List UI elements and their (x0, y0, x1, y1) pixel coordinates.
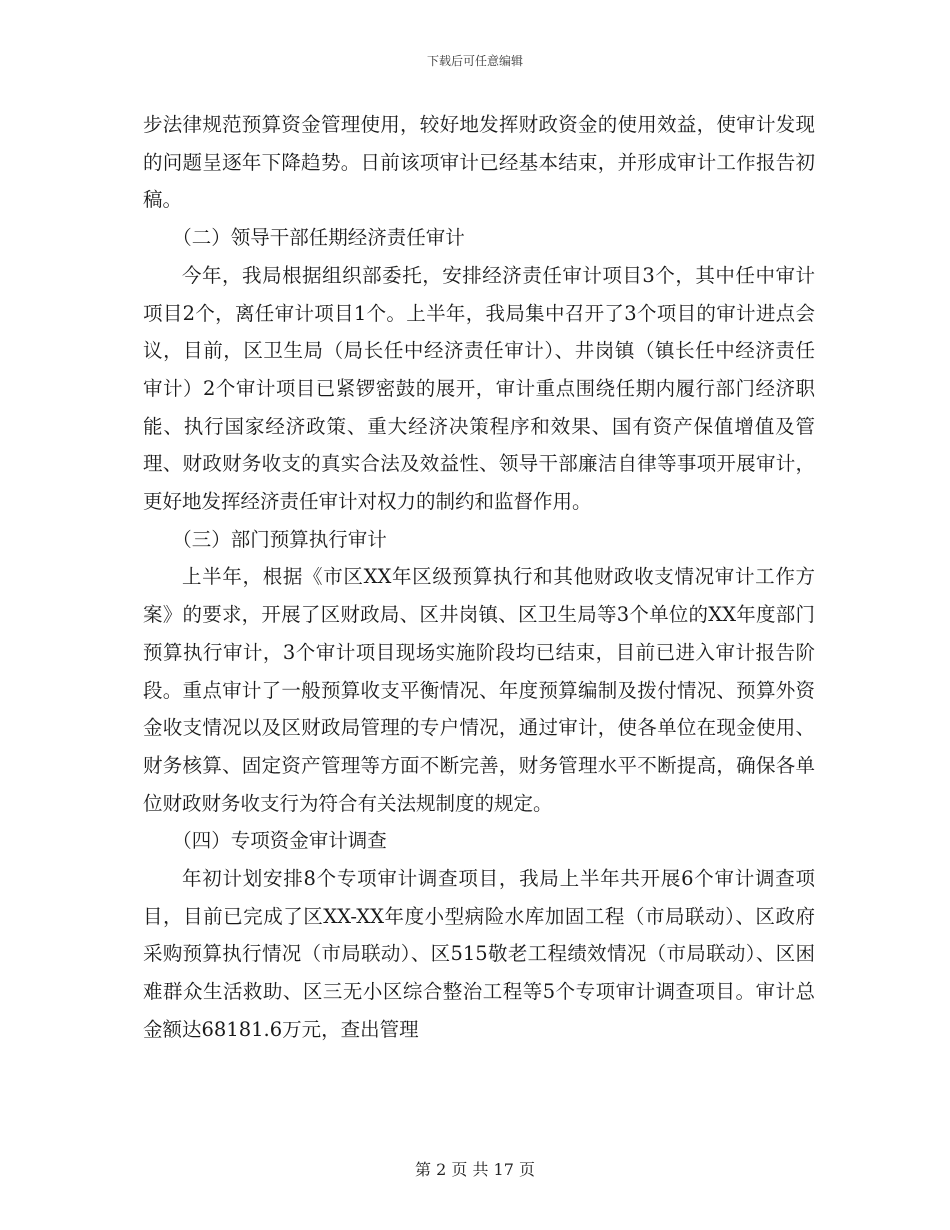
paragraph-economic-responsibility: 今年，我局根据组织部委托，安排经济责任审计项目3个，其中任中审计项目2个，离任审计项目1个。上半年，我局集中召开了3个项目的审计进点会议，目前，区卫生局（局长任中经济责任审计）、井岗镇（镇长任中经济责任审计）2个审计项目已紧锣密鼓的展开，审计重点围绕任期内履行部门经济职能、执行国家经济政策、重大经济决策程序和效果、国有资产保值增值及管理、财政财务收支的真实合法及效益性、领导干部廉洁自律等事项开展审计，更好地发挥经济责任审计对权力的制约和监督作用。 (143, 263, 815, 514)
page-header-note: 下载后可任意编辑 (426, 54, 523, 68)
document-body (143, 106, 815, 1049)
page-footer: 第 2 页 共 17 页 (415, 1160, 535, 1179)
section-heading-2: （二）领导干部任期经济责任审计 (172, 226, 465, 250)
paragraph-special-funds: 年初计划安排8个专项审计调查项目，我局上半年共开展6个审计调查项目，目前已完成了区XX-XX年度小型病险水库加固工程（市局联动）、区政府采购预算执行情况（市局联动）、区515敬老工程绩效情况（市局联动）、区困难群众生活救助、区三无小区综合整治工程等5个专项审计调查项目。审计总金额达68181.6万元，查出管理 (143, 867, 815, 1041)
paragraph-continuation: 步法律规范预算资金管理使用，较好地发挥财政资金的使用效益，使审计发现的问题呈逐年下降趋势。日前该项审计已经基本结束，并形成审计工作报告初稿。 (143, 113, 815, 212)
section-heading-3: （三）部门预算执行审计 (172, 527, 387, 551)
paragraph-budget-execution: 上半年，根据《市区XX年区级预算执行和其他财政收支情况审计工作方案》的要求，开展了区财政局、区井岗镇、区卫生局等3个单位的XX年度部门预算执行审计，3个审计项目现场实施阶段均已结束，目前已进入审计报告阶段。重点审计了一般预算收支平衡情况、年度预算编制及拨付情况、预算外资金收支情况以及区财政局管理的专户情况，通过审计，使各单位在现金使用、财务核算、固定资产管理等方面不断完善，财务管理水平不断提高，确保各单位财政财务收支行为符合有关法规制度的规定。 (143, 565, 815, 815)
section-heading-4: （四）专项资金审计调查 (172, 829, 387, 853)
